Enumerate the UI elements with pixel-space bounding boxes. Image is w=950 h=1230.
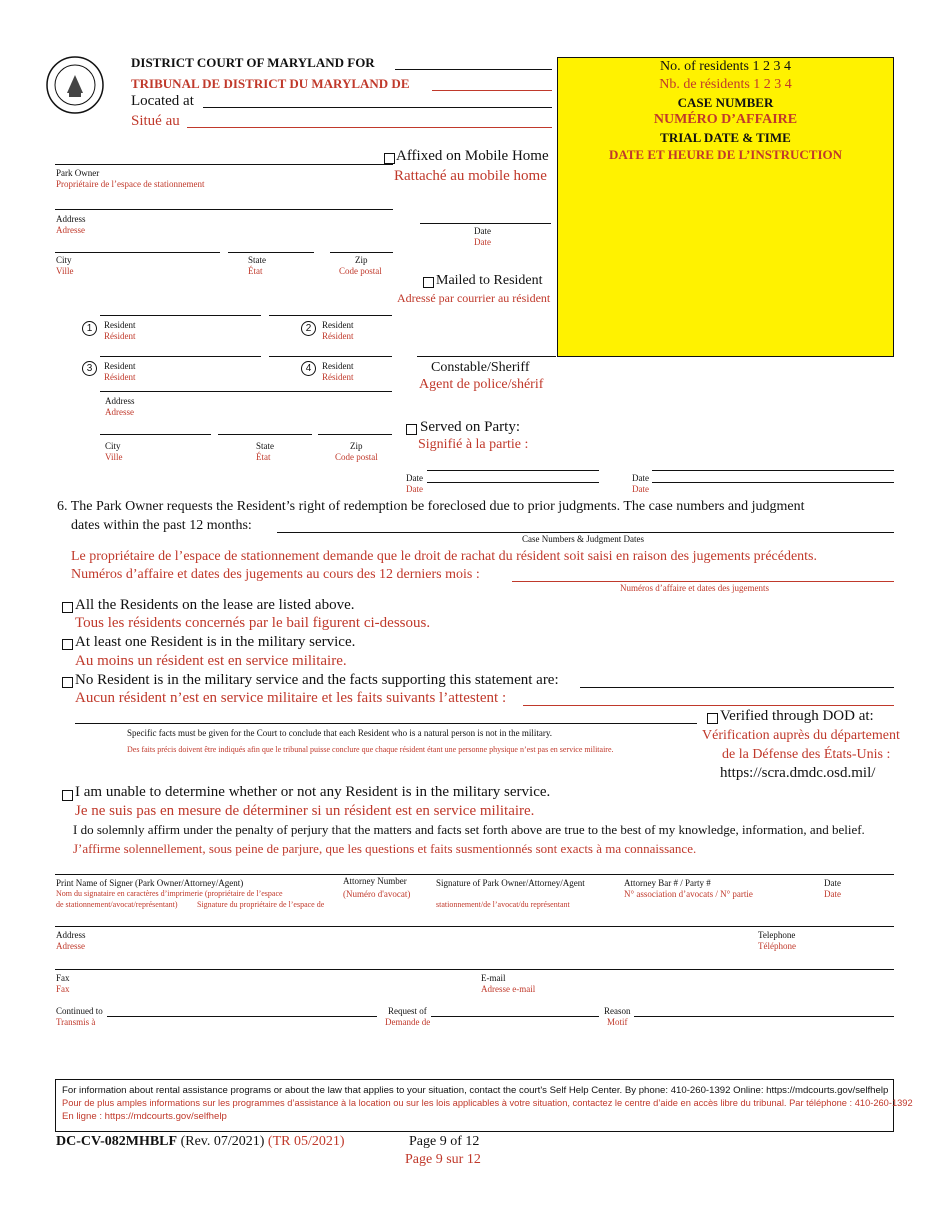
park-owner-field[interactable] — [55, 164, 393, 165]
owner-state-label: State — [248, 255, 266, 265]
located-at-field[interactable] — [203, 107, 552, 108]
served-date-1-label: Date — [406, 473, 423, 483]
resident-number-2: 2 — [301, 321, 316, 336]
unable-checkbox[interactable] — [62, 790, 73, 801]
owner-city-label: City — [56, 255, 72, 265]
dod-label-fr1: Vérification auprès du département — [702, 728, 900, 743]
resident-2-label-fr: Résident — [322, 331, 354, 341]
trial-date-label-fr: DATE ET HEURE DE L’INSTRUCTION — [608, 147, 843, 162]
owner-address-label: Address — [56, 214, 86, 224]
resident-number-1: 1 — [82, 321, 97, 336]
affixed-date-field[interactable] — [420, 223, 551, 224]
military-no-checkbox[interactable] — [62, 677, 73, 688]
resident-3-label: Resident — [104, 361, 136, 371]
affixed-label-fr: Rattaché au mobile home — [394, 168, 547, 184]
signer-address-field[interactable] — [55, 926, 894, 927]
case-number-label: CASE NUMBER — [677, 95, 774, 110]
request-of-label-fr: Demande de — [385, 1017, 431, 1027]
info-fr1: Pour de plus amples informations sur les programmes d’assistance à la location ou sur les lois applicables à votre situation, contactez le centre d’aide en accès libre du tribunal. Par téléphone : 410-260-1392 — [62, 1098, 913, 1108]
military-facts-field-fr[interactable] — [523, 705, 894, 706]
info-fr2: En ligne : https://mdcourts.gov/selfhelp — [62, 1111, 227, 1122]
all-residents-label-fr: Tous les résidents concernés par le bail figurent ci-dessous. — [75, 615, 431, 631]
park-owner-label: Park Owner — [56, 168, 100, 178]
resident-1-field[interactable] — [100, 315, 261, 316]
served-date-1-field[interactable] — [427, 470, 599, 471]
bar-number-label-fr: N° association d’avocats / N° partie — [624, 889, 753, 899]
served-label: Served on Party: — [420, 419, 520, 435]
fax-field[interactable] — [55, 969, 894, 970]
signer-name-field[interactable] — [55, 874, 894, 875]
continued-label-fr: Transmis à — [56, 1017, 96, 1027]
signer-address-label: Address — [56, 930, 86, 940]
mailed-label: Mailed to Resident — [436, 273, 543, 288]
resident-address-field[interactable] — [100, 391, 392, 392]
mailed-label-fr: Adressé par courrier au résident — [397, 291, 551, 305]
judgments-caption: Case Numbers & Judgment Dates — [522, 534, 644, 544]
located-at-label: Located at — [131, 93, 194, 109]
military-no-label: No Resident is in the military service and the facts supporting this statement are: — [75, 672, 559, 688]
resident-city-label: City — [105, 441, 121, 451]
resident-zip-label-fr: Code postal — [335, 452, 378, 462]
military-facts-field-2[interactable] — [75, 723, 697, 724]
served-date-1b-field[interactable] — [427, 482, 599, 483]
affixed-date-label: Date — [474, 226, 491, 236]
continued-field[interactable] — [107, 1016, 377, 1017]
affirmation: I do solemnly affirm under the penalty of perjury that the matters and facts set forth above are true to the best of my knowledge, information, and belief. — [73, 822, 865, 837]
dod-url[interactable]: https://scra.dmdc.osd.mil/ — [720, 765, 876, 781]
attorney-number-label-fr: (Numéro d'avocat) — [343, 889, 411, 899]
form-id: DC-CV-082MHBLF — [56, 1134, 178, 1149]
constable-label: Constable/Sheriff — [431, 360, 530, 375]
resident-state-label: State — [256, 441, 274, 451]
resident-state-label-fr: État — [256, 452, 271, 462]
reason-label: Reason — [604, 1006, 631, 1016]
resident-address-label: Address — [105, 396, 135, 406]
military-facts-field[interactable] — [580, 687, 894, 688]
resident-number-4: 4 — [301, 361, 316, 376]
mailed-checkbox[interactable] — [423, 277, 434, 288]
email-label-fr: Adresse e-mail — [481, 984, 536, 994]
military-yes-label-fr: Au moins un résident est en service militaire. — [75, 653, 347, 669]
military-yes-checkbox[interactable] — [62, 639, 73, 650]
item6-fr-line1: Le propriétaire de l’espace de stationnement demande que le droit de rachat du résident soit saisi en raison des jugements précédents. — [71, 549, 818, 564]
owner-address-label-fr: Adresse — [56, 225, 85, 235]
constable-field[interactable] — [417, 356, 556, 357]
sign-date-label: Date — [824, 878, 841, 888]
self-help-info-box — [55, 1079, 913, 1132]
resident-address-label-fr: Adresse — [105, 407, 134, 417]
resident-3-label-fr: Résident — [104, 372, 136, 382]
all-residents-checkbox[interactable] — [62, 602, 73, 613]
unable-label-fr: Je ne suis pas en mesure de déterminer si un résident est en service militaire. — [75, 803, 535, 819]
item6-line1: 6. The Park Owner requests the Resident’s right of redemption be foreclosed due to prior judgments. The case numbers and judgment — [57, 499, 805, 514]
located-at-label-fr: Situé au — [131, 113, 180, 129]
owner-state-field[interactable] — [228, 252, 314, 253]
resident-state-field[interactable] — [218, 434, 312, 435]
item6-fr-line2: Numéros d’affaire et dates des jugements au cours des 12 derniers mois : — [71, 567, 480, 582]
residents-count-label-fr: Nb. de résidents — [659, 77, 750, 92]
request-of-label: Request of — [388, 1006, 427, 1016]
resident-city-label-fr: Ville — [105, 452, 123, 462]
served-date-2-label: Date — [632, 473, 649, 483]
owner-zip-field[interactable] — [330, 252, 393, 253]
form-translation-revision: (TR 05/2021) — [267, 1134, 345, 1149]
trial-date-label: TRIAL DATE & TIME — [660, 130, 791, 145]
bar-number-label: Attorney Bar # / Party # — [624, 878, 711, 888]
resident-zip-label: Zip — [350, 441, 363, 451]
print-name-label-fr1: Nom du signataire en caractères d’imprimerie (propriétaire de l’espace — [56, 889, 283, 898]
owner-city-label-fr: Ville — [56, 266, 74, 276]
military-yes-label: At least one Resident is in the military service. — [75, 634, 356, 650]
sign-date-label-fr: Date — [824, 889, 841, 899]
telephone-label: Telephone — [758, 930, 796, 940]
served-date-2-field[interactable] — [652, 470, 894, 471]
affirmation-fr: J’affirme solennellement, sous peine de parjure, que les questions et faits susmentionnés sont exacts à ma connaissance. — [73, 841, 697, 856]
facts-note: Specific facts must be given for the Court to conclude that each Resident who is a natural person is not in the military. — [127, 728, 553, 738]
served-checkbox[interactable] — [406, 424, 417, 435]
fax-label-fr: Fax — [56, 984, 70, 994]
dod-checkbox[interactable] — [707, 713, 718, 724]
judgments-field[interactable] — [277, 532, 894, 533]
dod-label: Verified through DOD at: — [720, 708, 874, 724]
signature-label: Signature of Park Owner/Attorney/Agent — [436, 878, 585, 888]
residents-count-options[interactable]: 1 2 3 4 — [752, 59, 792, 74]
continued-label: Continued to — [56, 1006, 103, 1016]
info-en: For information about rental assistance programs or about the law that applies to your situation, contact the court's Self Help Center. By phone: 410-260-1392 Online: https://mdcourts.gov/selfhelp — [62, 1085, 889, 1096]
served-date-1-label-fr: Date — [406, 484, 423, 494]
owner-state-label-fr: État — [248, 266, 263, 276]
page-number-fr: Page 9 sur 12 — [405, 1152, 481, 1167]
court-seal — [45, 55, 105, 115]
judgments-caption-fr: Numéros d’affaire et dates des jugements — [620, 583, 770, 593]
military-no-label-fr: Aucun résident n’est en service militaire et les faits suivants l’attestent : — [75, 690, 507, 706]
telephone-label-fr: Téléphone — [758, 941, 796, 951]
resident-3-field[interactable] — [100, 356, 261, 357]
owner-city-field[interactable] — [55, 252, 220, 253]
unable-label: I am unable to determine whether or not any Resident is in the military service. — [75, 784, 551, 800]
resident-zip-field[interactable] — [318, 434, 392, 435]
park-owner-label-fr: Propriétaire de l’espace de stationnement — [56, 179, 205, 189]
request-of-field[interactable] — [431, 1016, 599, 1017]
owner-zip-label: Zip — [355, 255, 368, 265]
item6-line2: dates within the past 12 months: — [71, 518, 252, 533]
signer-address-label-fr: Adresse — [56, 941, 85, 951]
attorney-number-label: Attorney Number — [343, 876, 407, 886]
owner-zip-label-fr: Code postal — [339, 266, 382, 276]
resident-2-field[interactable] — [269, 315, 392, 316]
court-name-fr: TRIBUNAL DE DISTRICT DU MARYLAND DE — [131, 76, 410, 91]
served-label-fr: Signifié à la partie : — [418, 437, 529, 452]
resident-4-label-fr: Résident — [322, 372, 354, 382]
resident-1-label: Resident — [104, 320, 136, 330]
case-number-label-fr: NUMÉRO D’AFFAIRE — [653, 112, 798, 127]
form-revision: (Rev. 07/2021) — [180, 1134, 265, 1149]
owner-address-field[interactable] — [55, 209, 393, 210]
all-residents-label: All the Residents on the lease are listed above. — [75, 597, 355, 613]
case-info-box — [557, 57, 894, 357]
court-name-en: DISTRICT COURT OF MARYLAND FOR — [131, 55, 375, 70]
resident-city-field[interactable] — [100, 434, 211, 435]
facts-note-fr: Des faits précis doivent être indiqués afin que le tribunal puisse conclure que chaque résident étant une personne physique n’est pas en service militaire. — [127, 745, 614, 754]
residents-count-label: No. of residents — [659, 59, 750, 74]
affixed-date-label-fr: Date — [474, 237, 491, 247]
judgments-field-fr[interactable] — [512, 581, 894, 582]
constable-label-fr: Agent de police/shérif — [419, 377, 544, 392]
print-name-label-fr2: de stationnement/avocat/représentant) — [56, 900, 178, 909]
resident-2-label: Resident — [322, 320, 354, 330]
signature-label-fr-a: Signature du propriétaire de l’espace de — [197, 900, 325, 909]
resident-number-3: 3 — [82, 361, 97, 376]
email-label: E-mail — [481, 973, 506, 983]
signature-label-fr-b: stationnement/de l’avocat/du représentant — [436, 900, 570, 909]
resident-4-field[interactable] — [269, 356, 392, 357]
page-number: Page 9 of 12 — [409, 1134, 480, 1149]
served-date-2b-field[interactable] — [652, 482, 894, 483]
print-name-label: Print Name of Signer (Park Owner/Attorney/Agent) — [56, 878, 244, 888]
resident-1-label-fr: Résident — [104, 331, 136, 341]
served-date-2-label-fr: Date — [632, 484, 649, 494]
residents-count-options-fr: 1 2 3 4 — [753, 77, 792, 92]
affixed-label: Affixed on Mobile Home — [396, 148, 549, 164]
fax-label: Fax — [56, 973, 70, 983]
dod-label-fr2: de la Défense des États-Unis : — [722, 747, 891, 762]
affixed-checkbox[interactable] — [384, 153, 395, 164]
reason-field[interactable] — [634, 1016, 894, 1017]
reason-label-fr: Motif — [607, 1017, 628, 1027]
resident-4-label: Resident — [322, 361, 354, 371]
